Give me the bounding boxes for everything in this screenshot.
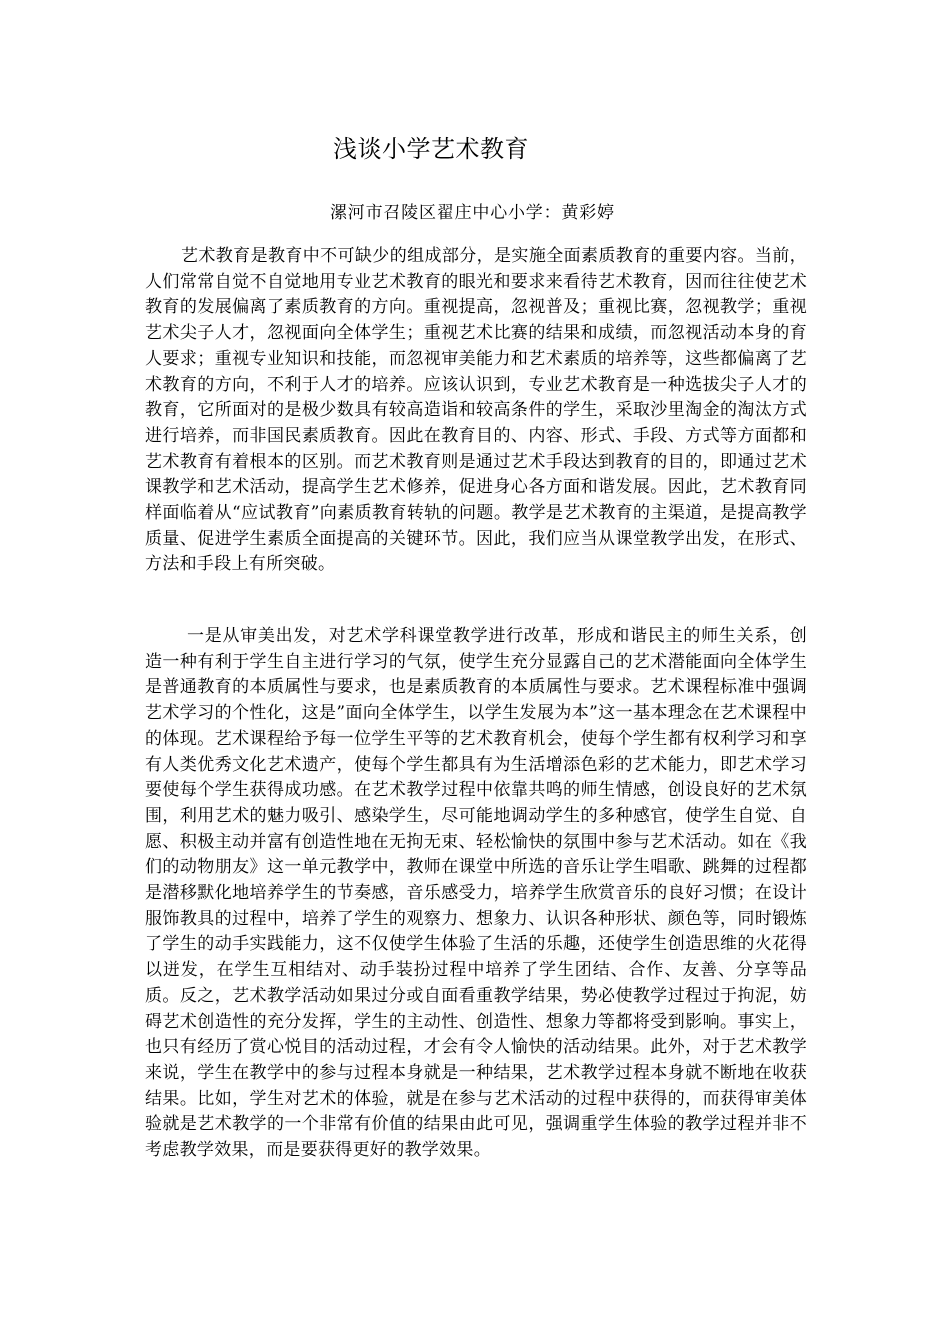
author-line: 漯河市召陵区翟庄中心小学：黄彩婷: [330, 203, 615, 223]
paragraph-1: 艺术教育是教育中不可缺少的组成部分，是实施全面素质教育的重要内容。当前，人们常常自觉不自觉地用专业艺术教育的眼光和要求来看待艺术教育，因而往往使艺术教育的发展偏离了素质教育的方向。重视提高，忽视普及；重视比赛，忽视教学；重视艺术尖子人才，忽视面向全体学生；重视艺术比赛的结果和成绩，而忽视活动本身的育人要求；重视专业知识和技能，而忽视审美能力和艺术素质的培养等，这些都偏离了艺术教育的方向，不利于人才的培养。应该认识到，专业艺术教育是一种选拔尖子人才的教育，它所面对的是极少数具有较高造诣和较高条件的学生，采取沙里淘金的淘汰方式进行培养，而非国民素质教育。因此在教育目的、内容、形式、手段、方式等方面都和艺术教育有着根本的区别。而艺术教育则是通过艺术手段达到教育的目的，即通过艺术课教学和艺术活动，提高学生艺术修养，促进身心各方面和谐发展。因此，艺术教育同样面临着从“应试教育”向素质教育转轨的问题。教学是艺术教育的主渠道，是提高教学质量、促进学生素质全面提高的关键环节。因此，我们应当从课堂教学出发，在形式、方法和手段上有所突破。: [145, 246, 807, 575]
paragraph-2: 一是从审美出发，对艺术学科课堂教学进行改革，形成和谐民主的师生关系，创造一种有利于学生自主进行学习的气氛，使学生充分显露自己的艺术潜能面向全体学生是普通教育的本质属性与要求，也是素质教育的本质属性与要求。艺术课程标准中强调艺术学习的个性化，这是”面向全体学生，以学生发展为本”这一基本理念在艺术课程中的体现。艺术课程给予每一位学生平等的艺术教育机会，使每个学生都有权利学习和享有人类优秀文化艺术遗产，使每个学生都具有为生活增添色彩的艺术能力，即艺术学习要使每个学生获得成功感。在艺术教学过程中依靠共鸣的师生情感，创设良好的艺术氛围，利用艺术的魅力吸引、感染学生，尽可能地调动学生的多种感官，使学生自觉、自愿、积极主动并富有创造性地在无拘无束、轻松愉快的氛围中参与艺术活动。如在《我们的动物朋友》这一单元教学中，教师在课堂中所选的音乐让学生唱歌、跳舞的过程都是潜移默化地培养学生的节奏感，音乐感受力，培养学生欣赏音乐的良好习惯；在设计服饰教具的过程中，培养了学生的观察力、想象力、认识各种形状、颜色等，同时锻炼了学生的动手实践能力，这不仅使学生体验了生活的乐趣，还使学生创造思维的火花得以迸发，在学生互相结对、动手装扮过程中培养了学生团结、合作、友善、分享等品质。反之，艺术教学活动如果过分或自面看重教学结果，势必使教学过程过于拘泥，妨碍艺术创造性的充分发挥，学生的主动性、创造性、想象力等都将受到影响。事实上，也只有经历了赏心悦目的活动过程，才会有令人愉快的活动结果。此外，对于艺术教学来说，学生在教学中的参与过程本身就是一种结果，艺术教学过程本身就不断地在收获结果。比如，学生对艺术的体验，就是在参与艺术活动的过程中获得的，而获得审美体验就是艺术教学的一个非常有价值的结果由此可见，强调重学生体验的教学过程并非不考虑教学效果，而是要获得更好的教学效果。: [145, 626, 807, 1161]
document-title: 浅谈小学艺术教育: [333, 135, 529, 163]
